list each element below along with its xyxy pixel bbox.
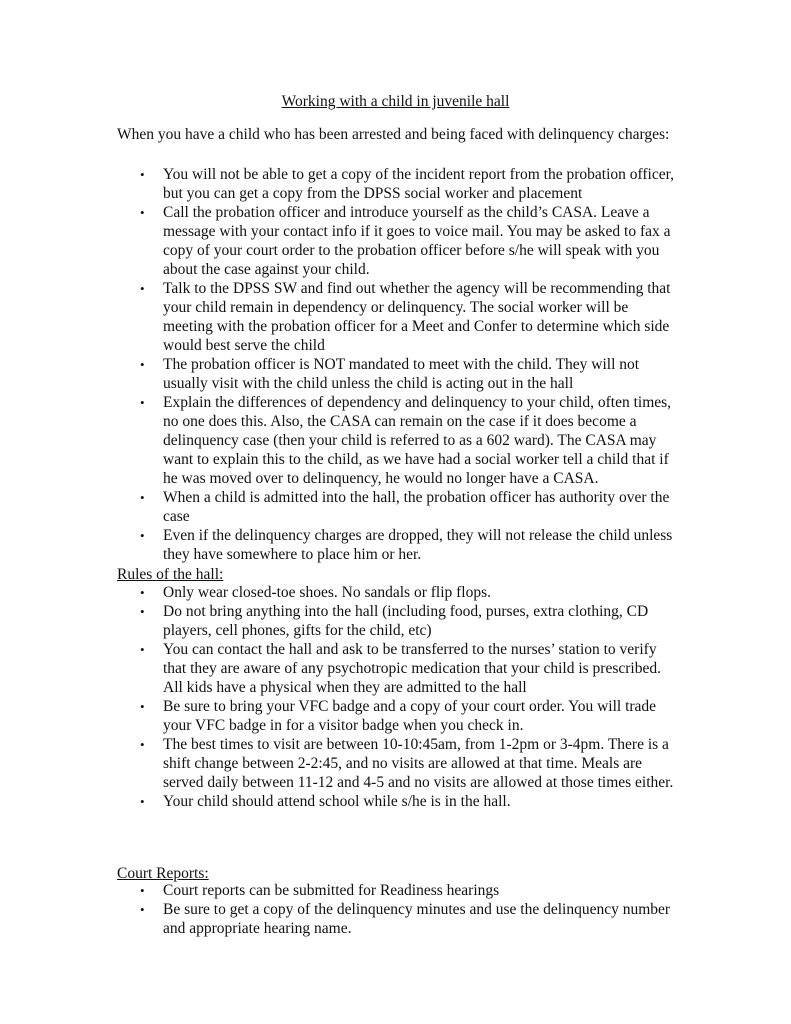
rules-heading: Rules of the hall: bbox=[117, 566, 224, 583]
list-item bbox=[0, 640, 675, 697]
bullet-icon: • bbox=[140, 902, 145, 917]
bullet-icon: • bbox=[140, 357, 145, 372]
list-item bbox=[0, 526, 675, 564]
list-item-text: Even if the delinquency charges are dropped, they will not release the child unless they have somewhere to place him or her. bbox=[163, 527, 673, 563]
bullet-icon: • bbox=[140, 585, 145, 600]
court-reports-bullet-list bbox=[0, 881, 675, 938]
list-item-text: Only wear closed-toe shoes. No sandals or flip flops. bbox=[163, 584, 492, 601]
list-item-text: You can contact the hall and ask to be transferred to the nurses’ station to verify that they are aware of any psychotropic medication that your child is prescribed. All kids have a physical when they are admitted to the hall bbox=[163, 641, 661, 696]
list-item-text: Do not bring anything into the hall (including food, purses, extra clothing, CD players, cell phones, gifts for the child, etc) bbox=[163, 603, 649, 639]
incident-bullet-list bbox=[0, 165, 675, 564]
court-reports-heading: Court Reports: bbox=[117, 865, 209, 882]
bullet-icon: • bbox=[140, 281, 145, 296]
list-item-text: Call the probation officer and introduce yourself as the child’s CASA. Leave a message with your contact info if it goes to voice mail. You may be asked to fax a copy of your court order to the probation officer before s/he will speak with you about the case against your child. bbox=[163, 204, 671, 278]
list-item bbox=[0, 881, 675, 900]
list-item-text: Your child should attend school while s/he is in the hall. bbox=[163, 793, 511, 810]
list-item bbox=[0, 203, 675, 279]
list-item bbox=[0, 393, 675, 488]
list-item bbox=[0, 602, 675, 640]
list-item bbox=[0, 697, 675, 735]
bullet-icon: • bbox=[140, 794, 145, 809]
intro-paragraph: When you have a child who has been arrested and being faced with delinquency charges: bbox=[117, 126, 670, 143]
bullet-icon: • bbox=[140, 395, 145, 410]
bullet-icon: • bbox=[140, 205, 145, 220]
list-item bbox=[0, 279, 675, 355]
list-item-text: When a child is admitted into the hall, the probation officer has authority over the case bbox=[163, 489, 670, 525]
bullet-icon: • bbox=[140, 699, 145, 714]
list-item-text: Explain the differences of dependency and delinquency to your child, often times, no one does this. Also, the CASA can remain on the case if it does become a delinquency case (then your child is referred to as a 602 ward). The CASA may want to explain this to the child, as we have had a social worker tell a child that if he was moved over to delinquency, he would no longer have a CASA. bbox=[163, 394, 672, 487]
list-item bbox=[0, 792, 675, 811]
bullet-icon: • bbox=[140, 490, 145, 505]
bullet-icon: • bbox=[140, 167, 145, 182]
list-item bbox=[0, 900, 675, 938]
list-item-text: You will not be able to get a copy of the incident report from the probation officer, but you can get a copy from the DPSS social worker and placement bbox=[163, 166, 675, 202]
bullet-icon: • bbox=[140, 528, 145, 543]
list-item bbox=[0, 165, 675, 203]
page-title: Working with a child in juvenile hall bbox=[281, 93, 510, 110]
list-item-text: The probation officer is NOT mandated to meet with the child. They will not usually visit with the child unless the child is acting out in the hall bbox=[163, 356, 640, 392]
list-item bbox=[0, 735, 675, 792]
bullet-icon: • bbox=[140, 642, 145, 657]
list-item-text: Be sure to get a copy of the delinquency minutes and use the delinquency number and appropriate hearing name. bbox=[163, 901, 671, 937]
list-item-text: Be sure to bring your VFC badge and a copy of your court order. You will trade your VFC badge in for a visitor badge when you check in. bbox=[163, 698, 657, 734]
list-item bbox=[0, 488, 675, 526]
list-item-text: Court reports can be submitted for Readiness hearings bbox=[163, 882, 500, 899]
bullet-icon: • bbox=[140, 883, 145, 898]
bullet-icon: • bbox=[140, 604, 145, 619]
list-item bbox=[0, 355, 675, 393]
list-item bbox=[0, 583, 675, 602]
list-item-text: The best times to visit are between 10-10:45am, from 1-2pm or 3-4pm. There is a shift change between 2-2:45, and no visits are allowed at that time. Meals are served daily between 11-12 and 4-5 and no visits are allowed at those times either. bbox=[163, 736, 674, 791]
bullet-icon: • bbox=[140, 737, 145, 752]
rules-bullet-list bbox=[0, 583, 675, 811]
list-item-text: Talk to the DPSS SW and find out whether the agency will be recommending that your child remain in dependency or delinquency. The social worker will be meeting with the probation officer for a Meet and Confer to determine which side would best serve the child bbox=[163, 280, 671, 354]
